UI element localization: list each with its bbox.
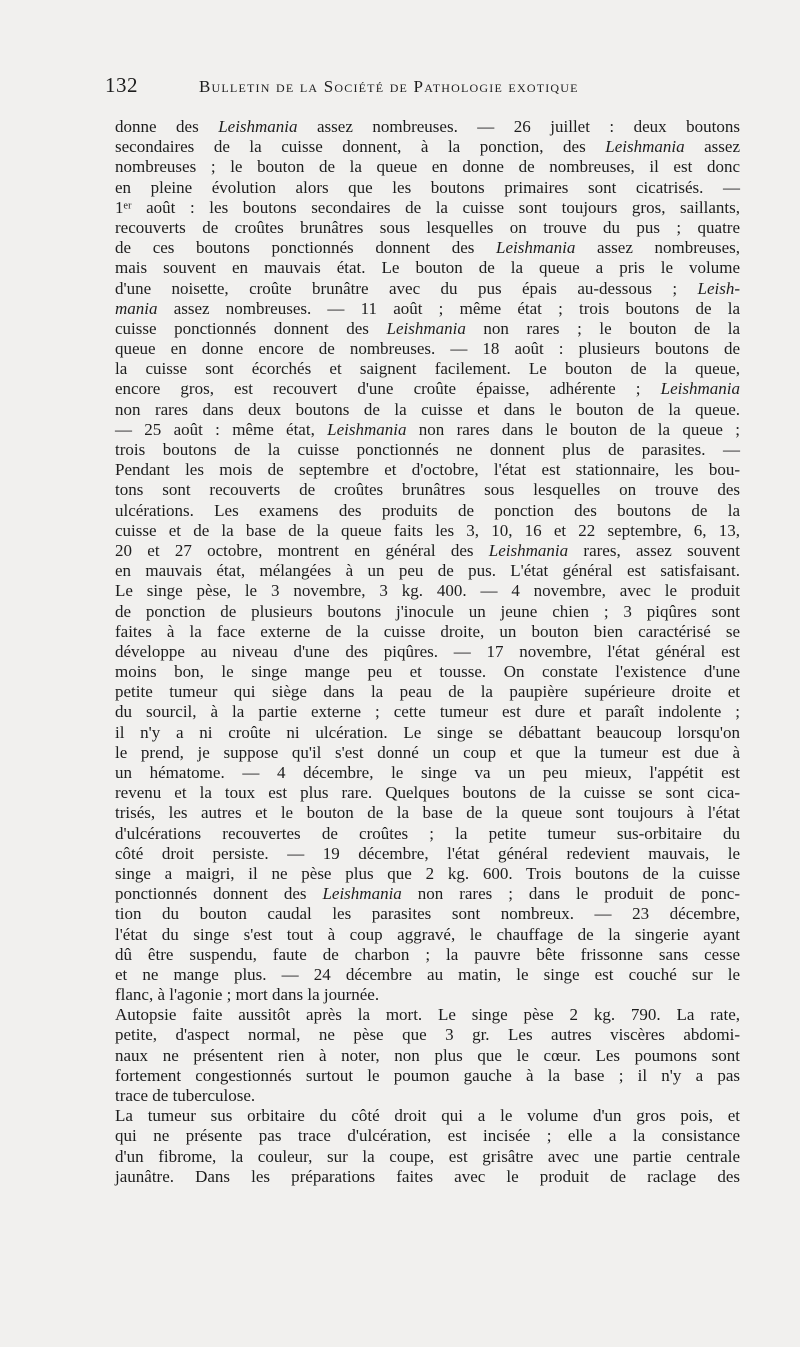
text-line: de ces boutons ponctionnés donnent des Leishmania assez nombreuses, <box>115 238 740 258</box>
text-line: ponctionnés donnent des Leishmania non rares ; dans le produit de ponc- <box>115 884 740 904</box>
text-line: revenu et la toux est plus rare. Quelques boutons de la cuisse se sont cica- <box>115 783 740 803</box>
text-line: naux ne présentent rien à noter, non plus que le cœur. Les poumons sont <box>115 1045 740 1065</box>
text-line: La tumeur sus orbitaire du côté droit qui a le volume d'un gros pois, et <box>115 1106 740 1126</box>
text-line: d'une noisette, croûte brunâtre avec du pus épais au-dessous ; Leish- <box>115 278 740 298</box>
text-line: ulcérations. Les examens des produits de ponction des boutons de la <box>115 500 740 520</box>
text-line: trace de tuberculose. <box>115 1086 256 1105</box>
text-line: Autopsie faite aussitôt après la mort. Le singe pèse 2 kg. 790. La rate, <box>115 1005 740 1025</box>
text-line: cuisse ponctionnés donnent des Leishmania non rares ; le bouton de la <box>115 318 740 338</box>
text-line: — 25 août : même état, Leishmania non rares dans le bouton de la queue ; <box>115 419 740 439</box>
text-line: un hématome. — 4 décembre, le singe va un peu mieux, l'appétit est <box>115 763 740 782</box>
text-line: mania assez nombreuses. — 11 août ; même état ; trois boutons de la <box>115 298 740 318</box>
text-line: tons sont recouverts de croûtes brunâtres sous lesquelles on trouve des <box>115 480 740 500</box>
text-line: fortement congestionnés surtout le poumon gauche à la base ; il n'y a pas <box>115 1065 740 1085</box>
text-line: il n'y a ni croûte ni ulcération. Le singe se débattant beaucoup lorsqu'on <box>115 722 740 742</box>
text-line: d'un fibrome, la couleur, sur la coupe, est grisâtre avec une partie centrale <box>115 1146 740 1166</box>
text-line: petite, d'aspect normal, ne pèse que 3 gr. Les autres viscères abdomi- <box>115 1025 740 1045</box>
page-number: 132 <box>105 73 138 97</box>
text-line: recouverts de croûtes brunâtres sous lesquelles on trouve du pus ; quatre <box>115 217 740 237</box>
text-line: tion du bouton caudal les parasites sont nombreux. — 23 décembre, <box>115 904 740 924</box>
text-line: non rares dans deux boutons de la cuisse et dans le bouton de la queue. <box>115 399 740 419</box>
text-line: côté droit persiste. — 19 décembre, l'état général redevient mauvais, le <box>115 843 740 863</box>
text-line: moins bon, le singe mange peu et tousse. On constate l'existence d'une <box>115 662 740 682</box>
text-line: cuisse et de la base de la queue faits les 3, 10, 16 et 22 septembre, 6, 13, <box>115 520 740 540</box>
running-head: Bulletin de la Société de Pathologie exotique <box>199 77 579 96</box>
text-line: développe au niveau d'une des piqûres. — 17 novembre, l'état général est <box>115 641 740 661</box>
text-line: et ne mange plus. — 24 décembre au matin, le singe est couché sur le <box>115 964 740 984</box>
text-line: faites à la face externe de la cuisse droite, un bouton bien caractérisé se <box>115 621 740 641</box>
text-line: secondaires de la cuisse donnent, à la ponction, des Leishmania assez <box>115 137 740 157</box>
text-line: du sourcil, à la partie externe ; cette tumeur est dure et paraît indolente ; <box>115 702 740 722</box>
text-line: jaunâtre. Dans les préparations faites avec le produit de raclage des <box>115 1166 740 1186</box>
text-line: Le singe pèse, le 3 novembre, 3 kg. 400. — 4 novembre, avec le produit <box>115 581 740 601</box>
text-line: 20 et 27 octobre, montrent en général des Leishmania rares, assez souvent <box>115 540 740 560</box>
body-text <box>115 117 740 1187</box>
text-line: d'ulcérations recouvertes de croûtes ; la petite tumeur sus-orbitaire du <box>115 823 740 843</box>
text-line: petite tumeur qui siège dans la peau de la paupière supérieure droite et <box>115 682 740 702</box>
text-line: en mauvais état, mélangées à un peu de pus. L'état général est satisfaisant. <box>115 561 740 581</box>
text-line: nombreuses ; le bouton de la queue en donne de nombreuses, il est donc <box>115 157 740 177</box>
text-line: singe a maigri, il ne pèse plus que 2 kg. 600. Trois boutons de la cuisse <box>115 863 740 883</box>
text-line: qui ne présente pas trace d'ulcération, est incisée ; elle a la consistance <box>115 1126 740 1146</box>
text-line: 1ᵉʳ août : les boutons secondaires de la cuisse sont toujours gros, saillants, <box>115 197 740 217</box>
text-line: trisés, les autres et le bouton de la base de la queue sont toujours à l'état <box>115 803 740 823</box>
text-line: l'état du singe s'est tout à coup aggravé, le chauffage de la singerie ayant <box>115 924 740 944</box>
text-line: encore gros, est recouvert d'une croûte épaisse, adhérente ; Leishmania <box>115 379 740 399</box>
text-line: donne des Leishmania assez nombreuses. — 26 juillet : deux boutons <box>115 117 740 136</box>
text-line: en pleine évolution alors que les boutons primaires sont cicatrisés. — <box>115 177 740 197</box>
text-line: flanc, à l'agonie ; mort dans la journée. <box>115 985 380 1005</box>
text-line: de ponction de plusieurs boutons j'inocule un jeune chien ; 3 piqûres sont <box>115 601 740 621</box>
text-line: dû être suspendu, faute de charbon ; la pauvre bête frissonne sans cesse <box>115 944 740 964</box>
page-header <box>105 73 745 103</box>
text-line: le prend, je suppose qu'il s'est donné un coup et que la tumeur est due à <box>115 742 740 762</box>
text-line: la cuisse sont écorchés et saignent facilement. Le bouton de la queue, <box>115 359 740 379</box>
text-line: queue en donne encore de nombreuses. — 18 août : plusieurs boutons de <box>115 339 740 359</box>
text-line: Pendant les mois de septembre et d'octobre, l'état est stationnaire, les bou- <box>115 460 740 480</box>
text-line: mais souvent en mauvais état. Le bouton de la queue a pris le volume <box>115 258 740 278</box>
text-line: trois boutons de la cuisse ponctionnés ne donnent plus de parasites. — <box>115 440 740 459</box>
